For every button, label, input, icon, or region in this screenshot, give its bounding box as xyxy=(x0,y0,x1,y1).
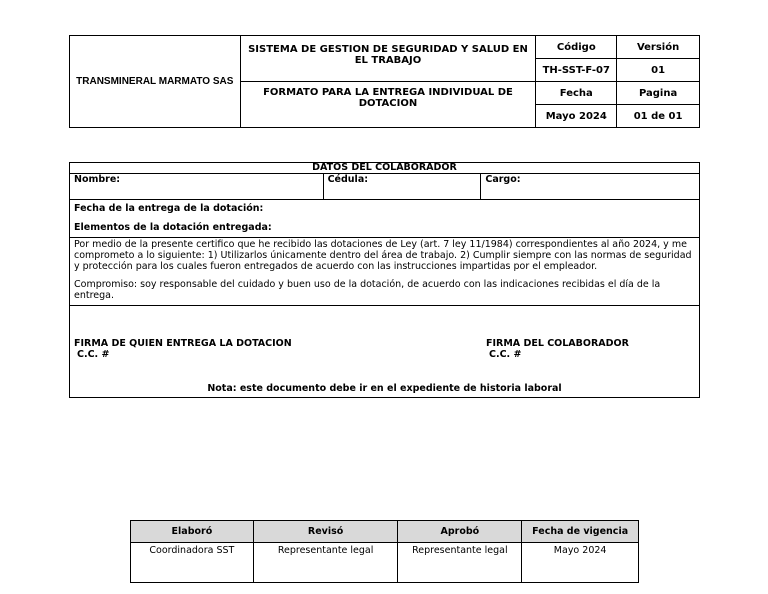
codigo-value: TH-SST-F-07 xyxy=(536,59,617,82)
fecha-label: Fecha xyxy=(536,82,617,105)
system-title: SISTEMA DE GESTION DE SEGURIDAD Y SALUD EN EL TRABAJO xyxy=(240,36,536,82)
cargo-field[interactable]: Cargo: xyxy=(481,174,700,200)
vigencia-value: Mayo 2024 xyxy=(522,543,639,583)
version-value: 01 xyxy=(617,59,700,82)
collaborator-form xyxy=(69,162,700,398)
version-label: Versión xyxy=(617,36,700,59)
certification-text: Por medio de la presente certifico que he recibido las dotaciones de Ley (art. 7 ley 11/1984) correspondientes al año 2024, y me comprometo a lo siguiente: 1) Utilizarlos únicamente dentro del área de trabajo. 2) Cumplir siempre con las normas de seguridad y protección para los cuales fueron entregados de acuerdo con las instrucciones impartidas por el empleador. xyxy=(74,239,692,272)
section-title: DATOS DEL COLABORADOR xyxy=(70,163,700,174)
cedula-field[interactable]: Cédula: xyxy=(323,174,481,200)
signature-area xyxy=(70,306,700,398)
format-title: FORMATO PARA LA ENTREGA INDIVIDUAL DE DOTACION xyxy=(240,82,536,128)
document-header xyxy=(69,35,700,128)
document-note: Nota: este documento debe ir en el expediente de historia laboral xyxy=(207,383,562,394)
commitment-text: Compromiso: soy responsable del cuidado y buen uso de la dotación, de acuerdo con las indicaciones recibidas el día de la entrega. xyxy=(74,279,661,301)
pagina-label: Pagina xyxy=(617,82,700,105)
company-name: TRANSMINERAL MARMATO SAS xyxy=(70,36,241,128)
fecha-value: Mayo 2024 xyxy=(536,105,617,128)
elaboro-header: Elaboró xyxy=(131,521,254,543)
approvals-table xyxy=(130,520,639,583)
collaborator-cc-label: C.C. # xyxy=(489,349,522,360)
vigencia-header: Fecha de vigencia xyxy=(522,521,639,543)
fecha-entrega-field[interactable]: Fecha de la entrega de la dotación: xyxy=(74,203,264,214)
reviso-value: Representante legal xyxy=(253,543,398,583)
nombre-field[interactable]: Nombre: xyxy=(70,174,324,200)
delivery-details xyxy=(70,200,700,238)
deliverer-signature[interactable] xyxy=(74,338,292,360)
aprobo-value: Representante legal xyxy=(398,543,522,583)
certification-block xyxy=(70,238,700,306)
collaborator-signature-label: FIRMA DEL COLABORADOR xyxy=(486,338,629,349)
collaborator-signature[interactable] xyxy=(486,338,629,360)
deliverer-cc-label: C.C. # xyxy=(77,349,110,360)
deliverer-signature-label: FIRMA DE QUIEN ENTREGA LA DOTACION xyxy=(74,338,292,349)
elaboro-value: Coordinadora SST xyxy=(131,543,254,583)
elementos-field[interactable]: Elementos de la dotación entregada: xyxy=(74,222,272,233)
aprobo-header: Aprobó xyxy=(398,521,522,543)
reviso-header: Revisó xyxy=(253,521,398,543)
codigo-label: Código xyxy=(536,36,617,59)
pagina-value: 01 de 01 xyxy=(617,105,700,128)
